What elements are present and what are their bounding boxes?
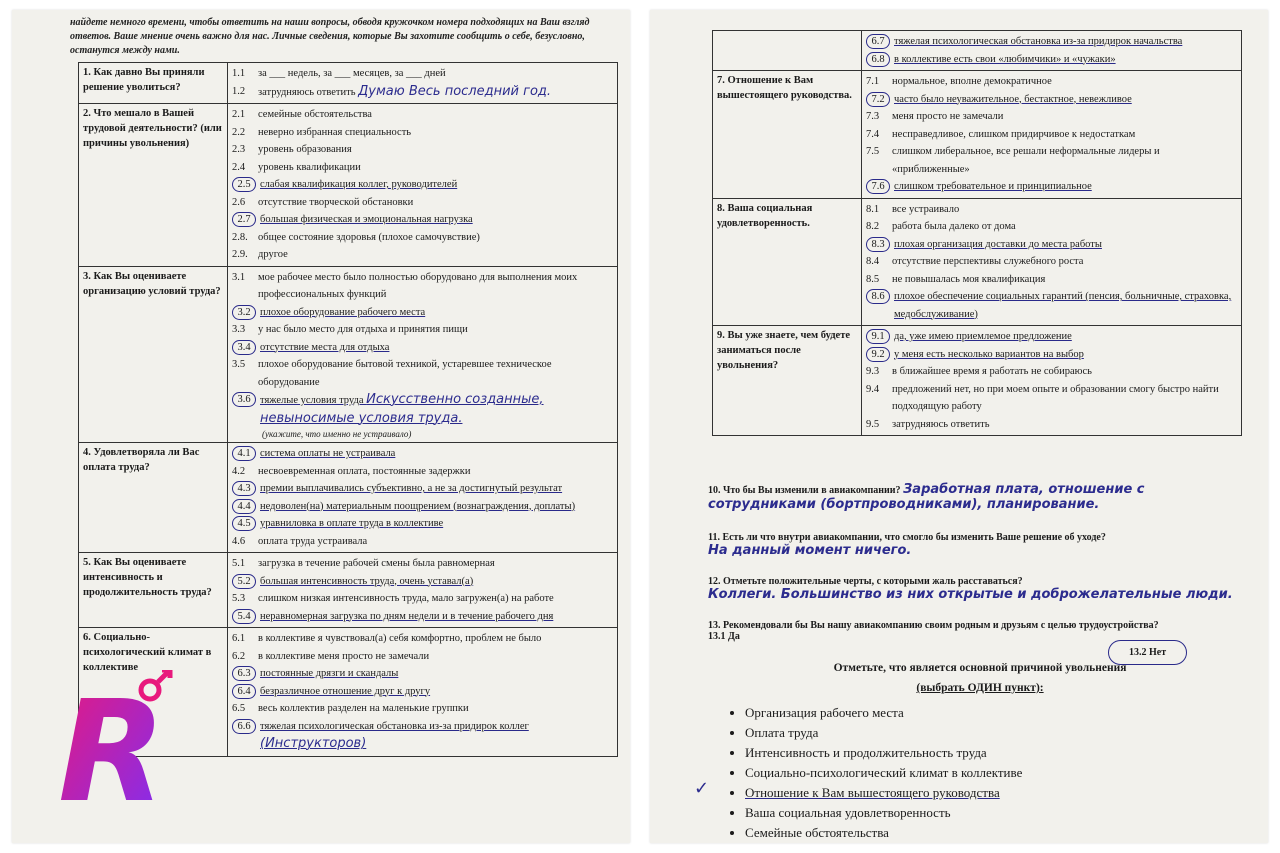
main-reason-item: • Организация рабочего места	[745, 703, 1022, 723]
questions-table-1	[78, 62, 618, 757]
question-options	[228, 553, 618, 628]
option-text: семейные обстоятельства	[258, 109, 372, 120]
option-number: 8.5	[866, 273, 880, 285]
answer-option	[232, 356, 613, 391]
answer-option	[232, 555, 613, 573]
answer-option	[866, 73, 1237, 91]
option-text: плохое оборудование рабочего места	[260, 306, 426, 318]
question-title: 4. Удовлетворяла ли Вас оплата труда?	[79, 443, 228, 553]
watermark-logo	[38, 670, 188, 820]
option-text: плохая организация доставки до места работы	[894, 238, 1102, 250]
option-text: система оплаты не устраивала	[260, 448, 396, 459]
option-text: в коллективе я чувствовал(а) себя комфортно, проблем не было	[258, 633, 542, 644]
option-text: постоянные дрязги и скандалы	[260, 668, 399, 679]
main-reason-item: • Семейные обстоятельства	[745, 823, 1022, 843]
question-row	[713, 326, 1242, 436]
option-number: 6.8	[866, 52, 890, 67]
question-title: 8. Ваша социальная удовлетворенность.	[713, 198, 862, 326]
answer-option	[232, 106, 613, 124]
option-number: 6.5	[232, 703, 246, 714]
logo-letter: R	[58, 671, 166, 820]
answer-option	[232, 83, 613, 102]
questionnaire-page-2	[650, 10, 1268, 843]
question-11: 11. Есть ли что внутри авиакомпании, что смогло бы изменить Ваше решение об уходе? На данный момент ничего.	[708, 532, 1248, 558]
answer-option	[866, 271, 1237, 289]
answer-option	[232, 141, 613, 159]
option-number: 6.3	[232, 666, 256, 681]
answer-option	[232, 700, 613, 718]
option-number: 6.7	[866, 34, 890, 49]
option-number: 2.9.	[232, 249, 248, 260]
main-reason-item: • Отношение к Вам вышестоящего руководства	[745, 783, 1022, 803]
question-options	[228, 443, 618, 553]
option-text: другое	[258, 249, 288, 260]
option-number: 6.2	[232, 650, 246, 662]
answer-option	[866, 346, 1237, 364]
answer-option	[232, 194, 613, 212]
option-text: уравниловка в оплате труда в коллективе	[260, 518, 444, 529]
answer-option	[866, 126, 1237, 144]
question-row	[713, 198, 1242, 326]
option-text: все устраивало	[892, 203, 960, 215]
handwritten-answer: Искусственно созданные, невыносимые условия труда.	[260, 392, 544, 426]
answer-option	[232, 321, 613, 339]
answer-option	[232, 590, 613, 608]
option-number: 8.3	[866, 237, 890, 252]
option-number: 2.2	[232, 126, 246, 138]
answer-option	[866, 416, 1237, 434]
option-text: слишком низкая интенсивность труда, мало загружен(а) на работе	[258, 593, 554, 604]
answer-option	[232, 229, 613, 247]
option-number: 3.6	[232, 392, 256, 407]
option-number: 2.7	[232, 212, 256, 227]
option-number: 7.5	[866, 146, 880, 157]
option-number: 7.2	[866, 92, 890, 107]
questions-table-2	[712, 30, 1242, 436]
option-text: да, уже имею приемлемое предложение	[894, 331, 1072, 342]
answer-option	[232, 718, 613, 754]
option-text: тяжелая психологическая обстановка из-за придирок начальства	[894, 36, 1183, 47]
option-text: уровень образования	[258, 144, 352, 155]
option-number: 7.1	[866, 76, 880, 87]
main-reason-subheading: (выбрать ОДИН пункт):	[916, 682, 1044, 694]
answer-option	[232, 269, 613, 304]
option-text: за ___ недель, за ___ месяцев, за ___ дней	[258, 68, 446, 79]
question-12: 12. Отметьте положительные черты, с которыми жаль расставаться? Коллеги. Большинство из них открытые и доброжелательные люди.	[708, 576, 1248, 602]
option-number: 9.5	[866, 418, 880, 430]
main-reason-heading: Отметьте, что является основной причиной увольнения	[833, 662, 1127, 674]
answer-option	[866, 91, 1237, 109]
question-options	[862, 198, 1242, 326]
option-text: нормальное, вполне демократичное	[892, 76, 1052, 87]
question-row	[79, 553, 618, 628]
question-title: 7. Отношение к Вам вышестоящего руководства.	[713, 71, 862, 199]
answer-option	[866, 328, 1237, 346]
option-number: 9.2	[866, 347, 890, 362]
question-title: 2. Что мешало в Вашей трудовой деятельности? (или причины увольнения)	[79, 104, 228, 267]
option-number: 4.3	[232, 481, 256, 496]
option-number: 4.4	[232, 499, 256, 514]
option-text: несвоевременная оплата, постоянные задержки	[258, 465, 471, 477]
question-row	[79, 266, 618, 443]
answer-option	[232, 573, 613, 591]
option-number: 6.6	[232, 719, 256, 734]
option-text: в коллективе есть свои «любимчики» и «чужаки»	[894, 53, 1116, 65]
option-number: 5.1	[232, 558, 246, 569]
question-title: 9. Вы уже знаете, чем будете заниматься после увольнения?	[713, 326, 862, 436]
question-row	[713, 31, 1242, 71]
answer-option	[866, 381, 1237, 416]
question-row	[79, 443, 618, 553]
handwritten-answer: Думаю Весь последний год.	[358, 83, 552, 99]
option-number: 2.6	[232, 196, 246, 208]
option-number: 9.3	[866, 366, 880, 377]
option-text: работа была далеко от дома	[892, 221, 1016, 232]
option-number: 8.6	[866, 289, 890, 304]
answer-13-no: 13.2 Нет	[1108, 640, 1187, 665]
answer-option	[232, 463, 613, 481]
option-number: 5.4	[232, 609, 256, 624]
answer-option	[232, 65, 613, 83]
option-text: мое рабочее место было полностью оборудовано для выполнения моих профессиональных функций	[258, 271, 578, 300]
question-row	[79, 63, 618, 104]
intro-text: найдете немного времени, чтобы ответить на наши вопросы, обводя кружочком номера подходящих на Ваш взгляд ответов. Ваше мнение очень важно для нас. Личные сведения, которые Вы захотите сообщить о себе, безусловно, останутся между нами.	[70, 17, 590, 56]
question-title: 1. Как давно Вы приняли решение уволиться?	[79, 63, 228, 104]
question-row	[79, 104, 618, 267]
option-text: слишком либеральное, все решали неформальные лидеры и «приближенные»	[892, 146, 1160, 175]
handwritten-answer: (Инструкторов)	[260, 736, 367, 751]
main-reason-item: • Интенсивность и продолжительность труда	[745, 743, 1022, 763]
option-number: 7.3	[866, 111, 880, 122]
option-number: 8.4	[866, 256, 880, 267]
option-text: общее состояние здоровья (плохое самочувствие)	[258, 231, 480, 243]
option-text: слишком требовательное и принципиальное	[894, 181, 1092, 192]
answer-option	[866, 108, 1237, 126]
question-13: 13. Рекомендовали бы Вы нашу авиакомпанию своим родным и друзьям с целью трудоустройства? 13.1 Да 13.2 Нет	[708, 620, 1248, 642]
option-number: 4.6	[232, 535, 246, 547]
question-options	[862, 326, 1242, 436]
option-number: 4.2	[232, 465, 246, 477]
option-number: 2.3	[232, 144, 246, 155]
answer-option	[232, 498, 613, 516]
option-number: 7.4	[866, 128, 880, 140]
answer-option	[232, 339, 613, 357]
option-number: 6.4	[232, 684, 256, 699]
main-reason-item: • Оплата труда	[745, 723, 1022, 743]
answer-10-handwriting: Заработная плата, отношение с сотрудниками (бортпроводниками), планирование.	[708, 482, 1145, 512]
answer-13-yes: 13.1 Да	[708, 631, 740, 642]
answer-option	[866, 201, 1237, 219]
answer-option	[232, 515, 613, 533]
option-number: 3.5	[232, 359, 246, 370]
option-text: безразличное отношение друг к другу	[260, 685, 431, 697]
answer-option	[232, 246, 613, 264]
question-title: 3. Как Вы оцениваете организацию условий труда?	[79, 266, 228, 443]
note-text: (укажите, что именно не устраивало)	[262, 429, 412, 439]
option-text: в ближайшее время я работать не собираюсь	[892, 366, 1092, 377]
question-options	[228, 266, 618, 443]
option-text: тяжелая психологическая обстановка из-за придирок коллег (Инструкторов)	[260, 720, 529, 751]
option-text: часто было неуважительное, бестактное, невежливое	[894, 93, 1132, 105]
option-text: тяжелые условия труда Искусственно созданные, невыносимые условия труда.	[260, 392, 544, 426]
question-options	[228, 104, 618, 267]
main-reason-item: • Социально-психологический климат в коллективе	[745, 763, 1022, 783]
option-text: весь коллектив разделен на маленькие группки	[258, 703, 469, 714]
option-number: 6.1	[232, 633, 246, 644]
option-text: слабая квалификация коллег, руководителей	[260, 179, 458, 190]
option-text: оплата труда устраивала	[258, 535, 368, 547]
question-row	[713, 71, 1242, 199]
option-number: 5.3	[232, 593, 246, 604]
answer-option	[866, 236, 1237, 254]
option-number: 1.2	[232, 85, 246, 97]
option-text: не повышалась моя квалификация	[892, 273, 1046, 285]
option-text: плохое обеспечение социальных гарантий (пенсия, больничные, страховка, медобслуживание)	[894, 291, 1232, 320]
option-number: 2.1	[232, 109, 246, 120]
answer-option	[232, 630, 613, 648]
option-text: отсутствие места для отдыха	[260, 341, 390, 353]
option-text: премии выплачивались субъективно, а не за достигнутый результат	[260, 483, 563, 494]
option-number: 8.1	[866, 203, 880, 215]
option-text: затрудняюсь ответить	[892, 418, 990, 430]
option-text: несправедливое, слишком придирчивое к недостаткам	[892, 128, 1136, 140]
question-options	[862, 71, 1242, 199]
option-number: 1.1	[232, 68, 246, 79]
option-text: уровень квалификации	[258, 161, 361, 173]
question-options	[228, 628, 618, 757]
answer-option	[866, 363, 1237, 381]
option-text: большая интенсивность труда, очень уставал(а)	[260, 575, 474, 587]
option-number: 9.1	[866, 329, 890, 344]
option-number: 2.5	[232, 177, 256, 192]
option-text: загрузка в течение рабочей смены была равномерная	[258, 558, 495, 569]
answer-option	[866, 33, 1237, 51]
option-number: 4.1	[232, 446, 256, 461]
option-text: большая физическая и эмоциональная нагрузка	[260, 214, 473, 225]
answer-option	[866, 178, 1237, 196]
answer-option	[232, 480, 613, 498]
question-options	[228, 63, 618, 104]
question-10: 10. Что бы Вы изменили в авиакомпании? Заработная плата, отношение с сотрудниками (бортпроводниками), планирование.	[708, 482, 1145, 512]
answer-option	[866, 253, 1237, 271]
answer-12-handwriting: Коллеги. Большинство из них открытые и доброжелательные люди.	[708, 587, 1233, 602]
checkmark-icon: ✓	[694, 778, 710, 799]
main-reason-item: • Ваша социальная удовлетворенность	[745, 803, 1022, 823]
main-reason-list	[705, 703, 1022, 843]
option-number: 4.5	[232, 516, 256, 531]
answer-option	[232, 445, 613, 463]
option-text: затрудняюсь ответить Думаю Весь последний год.	[258, 83, 552, 99]
option-text: отсутствие творческой обстановки	[258, 196, 414, 208]
option-number: 2.4	[232, 161, 246, 173]
answer-option	[232, 304, 613, 322]
option-text: неравномерная загрузка по дням недели и в течение рабочего дня	[260, 610, 554, 622]
answer-option	[866, 288, 1237, 323]
option-text: у меня есть несколько вариантов на выбор	[894, 348, 1084, 360]
option-number: 2.8.	[232, 231, 248, 243]
answer-11-handwriting: На данный момент ничего.	[708, 543, 912, 558]
option-text: отсутствие перспективы служебного роста	[892, 256, 1084, 267]
answer-option	[866, 143, 1237, 178]
answer-option	[232, 608, 613, 626]
answer-option	[232, 665, 613, 683]
answer-option	[232, 391, 613, 428]
option-number: 3.2	[232, 305, 256, 320]
option-number: 9.4	[866, 383, 880, 395]
option-number: 3.3	[232, 324, 246, 335]
option-number: 3.4	[232, 340, 256, 355]
option-text: меня просто не замечали	[892, 111, 1004, 122]
option-number: 5.2	[232, 574, 256, 589]
answer-option	[232, 533, 613, 551]
answer-option	[866, 51, 1237, 69]
answer-option	[866, 218, 1237, 236]
option-text: у нас было место для отдыха и принятия пищи	[258, 324, 468, 335]
questionnaire-page-1	[12, 10, 630, 843]
option-text: в коллективе меня просто не замечали	[258, 650, 430, 662]
answer-option	[232, 683, 613, 701]
answer-option	[232, 648, 613, 666]
option-text: неверно избранная специальность	[258, 126, 412, 138]
answer-option	[232, 124, 613, 142]
option-number: 7.6	[866, 179, 890, 194]
option-text: плохое оборудование бытовой техникой, устаревшее техническое оборудование	[258, 359, 552, 388]
option-number: 8.2	[866, 221, 880, 232]
option-number: 3.1	[232, 271, 246, 283]
option-text: предложений нет, но при моем опыте и образовании смогу быстро найти подходящую работу	[892, 383, 1219, 412]
option-text: недоволен(на) материальным поощрением (вознаграждения, доплаты)	[260, 500, 576, 512]
answer-option	[232, 176, 613, 194]
answer-option	[232, 211, 613, 229]
question-title: 5. Как Вы оцениваете интенсивность и продолжительность труда?	[79, 553, 228, 628]
answer-option	[232, 159, 613, 177]
question-title: 6. Социально-психологический климат в коллективе	[79, 628, 228, 757]
